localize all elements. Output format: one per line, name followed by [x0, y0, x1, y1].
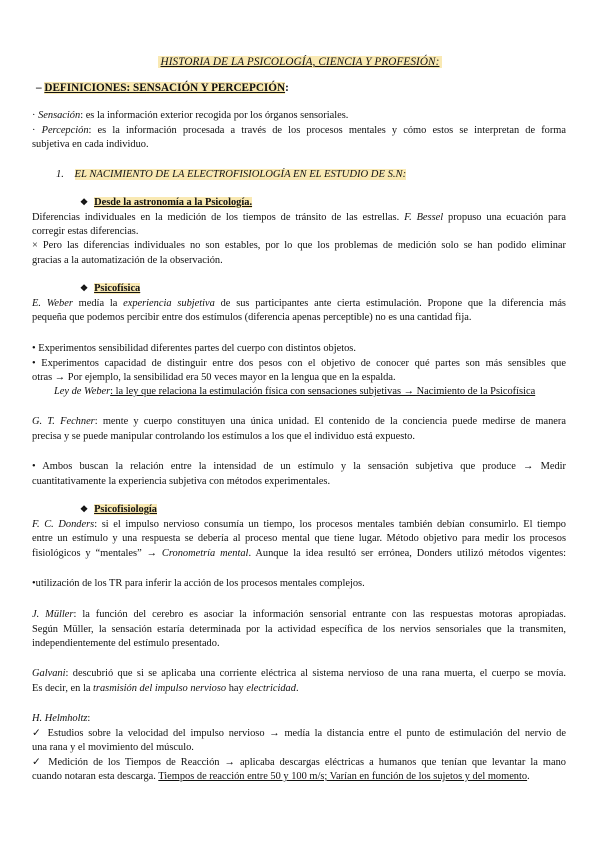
astronomia-heading-text: Desde la astronomía a la Psicología. [94, 197, 253, 208]
galvani-text-b1: Es decir, en la [32, 683, 94, 694]
psicofisica-heading-text: Psicofísica [94, 283, 141, 294]
astronomia-line-2: corregir estas diferencias. [32, 226, 139, 237]
weber-term: experiencia subjetiva [123, 298, 215, 309]
definitions-heading-prefix: – [36, 82, 45, 94]
sensacion-definition: · Sensación: es la información exterior recogida por los órganos sensoriales. [32, 110, 349, 121]
donders-text-c2: . Aunque la idea resultó ser errónea, Donders utilizó métodos vigentes: [248, 548, 566, 559]
muller-text-a: : la función del cerebro es asociar la información sensorial entrante con las respuestas motoras apropiadas. [73, 609, 567, 620]
helmholtz-item-1-a: ✓ Estudios sobre la velocidad del impulso nervioso → medía la distancia entre el punto de estimulación del nervio de [32, 728, 566, 739]
ambos-line-2: cuantitativamente la experiencia subjetiva con métodos experimentales. [32, 476, 331, 487]
weber-text-a: medía la [72, 298, 124, 309]
reaction-times-underlined: Tiempos de reacción entre 50 y 100 m/s; Varían en función de los sujetos y del momento [158, 771, 528, 782]
donders-line-2: entre un estímulo y una respuesta se debería al proceso mental que tiene lugar. Método objetivo para medir los procesos [32, 533, 566, 544]
muller-name: J. Müller [32, 609, 74, 620]
ley-label: Ley de Weber [54, 386, 111, 397]
percepcion-definition-cont: subjetiva en cada individuo. [32, 139, 149, 150]
astronomia-line-1 [32, 212, 566, 225]
donders-text-c1: fisiológicos y “mentales” → [32, 548, 162, 559]
helmholtz-item-2-b [32, 771, 566, 784]
section1-heading [56, 169, 406, 180]
helmholtz-item-2-a: ✓ Medición de los Tiempos de Reacción → aplicaba descargas eléctricas a humanos que tenían que levantar la mano [32, 757, 566, 768]
percepcion-term: Percepción [41, 125, 89, 136]
ambos-line-1: • Ambos buscan la relación entre la intensidad de un estímulo y la sensación subjetiva que produce → Medir [32, 461, 566, 472]
psicofisiologia-heading [80, 504, 157, 515]
diamond-bullet-icon: ❖ [80, 197, 89, 207]
donders-line-1 [32, 519, 566, 532]
sensacion-term: Sensación [38, 110, 81, 121]
galvani-text-b2: hay [226, 683, 247, 694]
tr-item: •utilización de los TR para inferir la acción de los procesos mentales complejos. [32, 578, 365, 589]
bessel-name: F. Bessel [404, 212, 444, 223]
experiment-2-b: otras → Por ejemplo, la sensibilidad era 50 veces mayor en la lengua que en la espalda. [32, 372, 396, 383]
ley-text: : la ley que relaciona la estimulación física con sensaciones subjetivas → Nacimiento de la Psicofísica [110, 386, 536, 397]
ley-de-weber [54, 386, 588, 399]
percepcion-text-1: : es la información procesada a través de los procesos mentales y cómo estos se interpretan de forma [88, 125, 567, 136]
psicofisiologia-heading-text: Psicofisiología [94, 504, 157, 515]
astronomia-text-b: propuso una ecuación para [443, 212, 566, 223]
cronometria-term: Cronometría mental [161, 548, 249, 559]
weber-name: E. Weber [32, 298, 73, 309]
helmholtz-text-b1: cuando notaran esta descarga. [32, 771, 159, 782]
galvani-text-b3: . [295, 683, 299, 694]
galvani-text-a: : descubrió que si se aplicaba una corriente eléctrica al sistema nervioso de una rana muerta, el cuerpo se movía. [65, 668, 566, 679]
astronomia-heading [80, 197, 252, 208]
muller-line-1 [32, 609, 566, 622]
title-container [0, 52, 600, 70]
galvani-term-1: trasmisión del impulso nervioso [93, 683, 227, 694]
astronomia-text-a: Diferencias individuales en la medición de los tiempos de tránsito de las estrellas. [32, 212, 405, 223]
weber-line-2: pequeña que podemos percibir entre dos estímulos (diferencia apenas perceptible) no es una cantidad fija. [32, 312, 472, 323]
galvani-term-2: electricidad [246, 683, 296, 694]
fechner-line-1 [32, 416, 566, 429]
fechner-text-a: : mente y cuerpo constituyen una única unidad. El contenido de la conciencia puede medirse de manera [94, 416, 566, 427]
fechner-line-2: precisa y se puede manipular controlando los estímulos a los que el individuo está expuesto. [32, 431, 415, 442]
fechner-name: G. T. Fechner [32, 416, 95, 427]
donders-line-3 [32, 548, 566, 561]
muller-line-2: Según Müller, la sensación estaría determinada por la actividad específica de los nervios sensoriales que la transmiten, [32, 624, 566, 635]
weber-text-b: de sus participantes ante cierta estimulación. Propone que la diferencia más [214, 298, 566, 309]
astronomia-line-4: gracias a la automatización de la observación. [32, 255, 223, 266]
diamond-bullet-icon: ❖ [80, 283, 89, 293]
astronomia-line-3: × Pero las diferencias individuales no son estables, por lo que los problemas de medición solo se han podido eliminar [32, 240, 566, 251]
section1-title: EL NACIMIENTO DE LA ELECTROFISIOLOGÍA EN EL ESTUDIO DE S.N: [74, 169, 407, 180]
sensacion-text: : es la información exterior recogida por los órganos sensoriales. [80, 110, 349, 121]
percepcion-definition: · Percepción: es la información procesada a través de los procesos mentales y cómo estos se interpretan de forma [32, 125, 567, 136]
experiment-1: • Experimentos sensibilidad diferentes partes del cuerpo con distintos objetos. [32, 343, 356, 354]
galvani-name: Galvani [32, 668, 66, 679]
psicofisica-heading [80, 283, 140, 294]
galvani-line-1 [32, 668, 566, 681]
helmholtz-heading [32, 713, 566, 726]
helmholtz-colon: : [87, 713, 91, 724]
muller-line-3: independientemente del estímulo presentado. [32, 638, 220, 649]
diamond-bullet-icon: ❖ [80, 504, 89, 514]
definitions-heading-suffix: : [285, 82, 289, 94]
weber-line-1 [32, 298, 566, 311]
experiment-2-a: • Experimentos capacidad de distinguir entre dos pesos con el objetivo de conocer qué partes son más sensibles que [32, 358, 566, 369]
galvani-line-2 [32, 683, 566, 696]
definitions-heading [36, 82, 289, 94]
helmholtz-text-b2: . [527, 771, 530, 782]
definitions-heading-text: DEFINICIONES: SENSACIÓN Y PERCEPCIÓN [44, 82, 286, 94]
helmholtz-item-1-b: una rana y el movimiento del músculo. [32, 742, 194, 753]
section1-number: 1. [56, 169, 64, 180]
donders-name: F. C. Donders [32, 519, 95, 530]
donders-text-a: : si el impulso nervioso consumía un tiempo, los procesos mentales también debían consumirlo. El tiempo [94, 519, 566, 530]
helmholtz-name: H. Helmholtz [32, 713, 88, 724]
document-title: HISTORIA DE LA PSICOLOGÍA, CIENCIA Y PROFESIÓN: [158, 56, 443, 68]
